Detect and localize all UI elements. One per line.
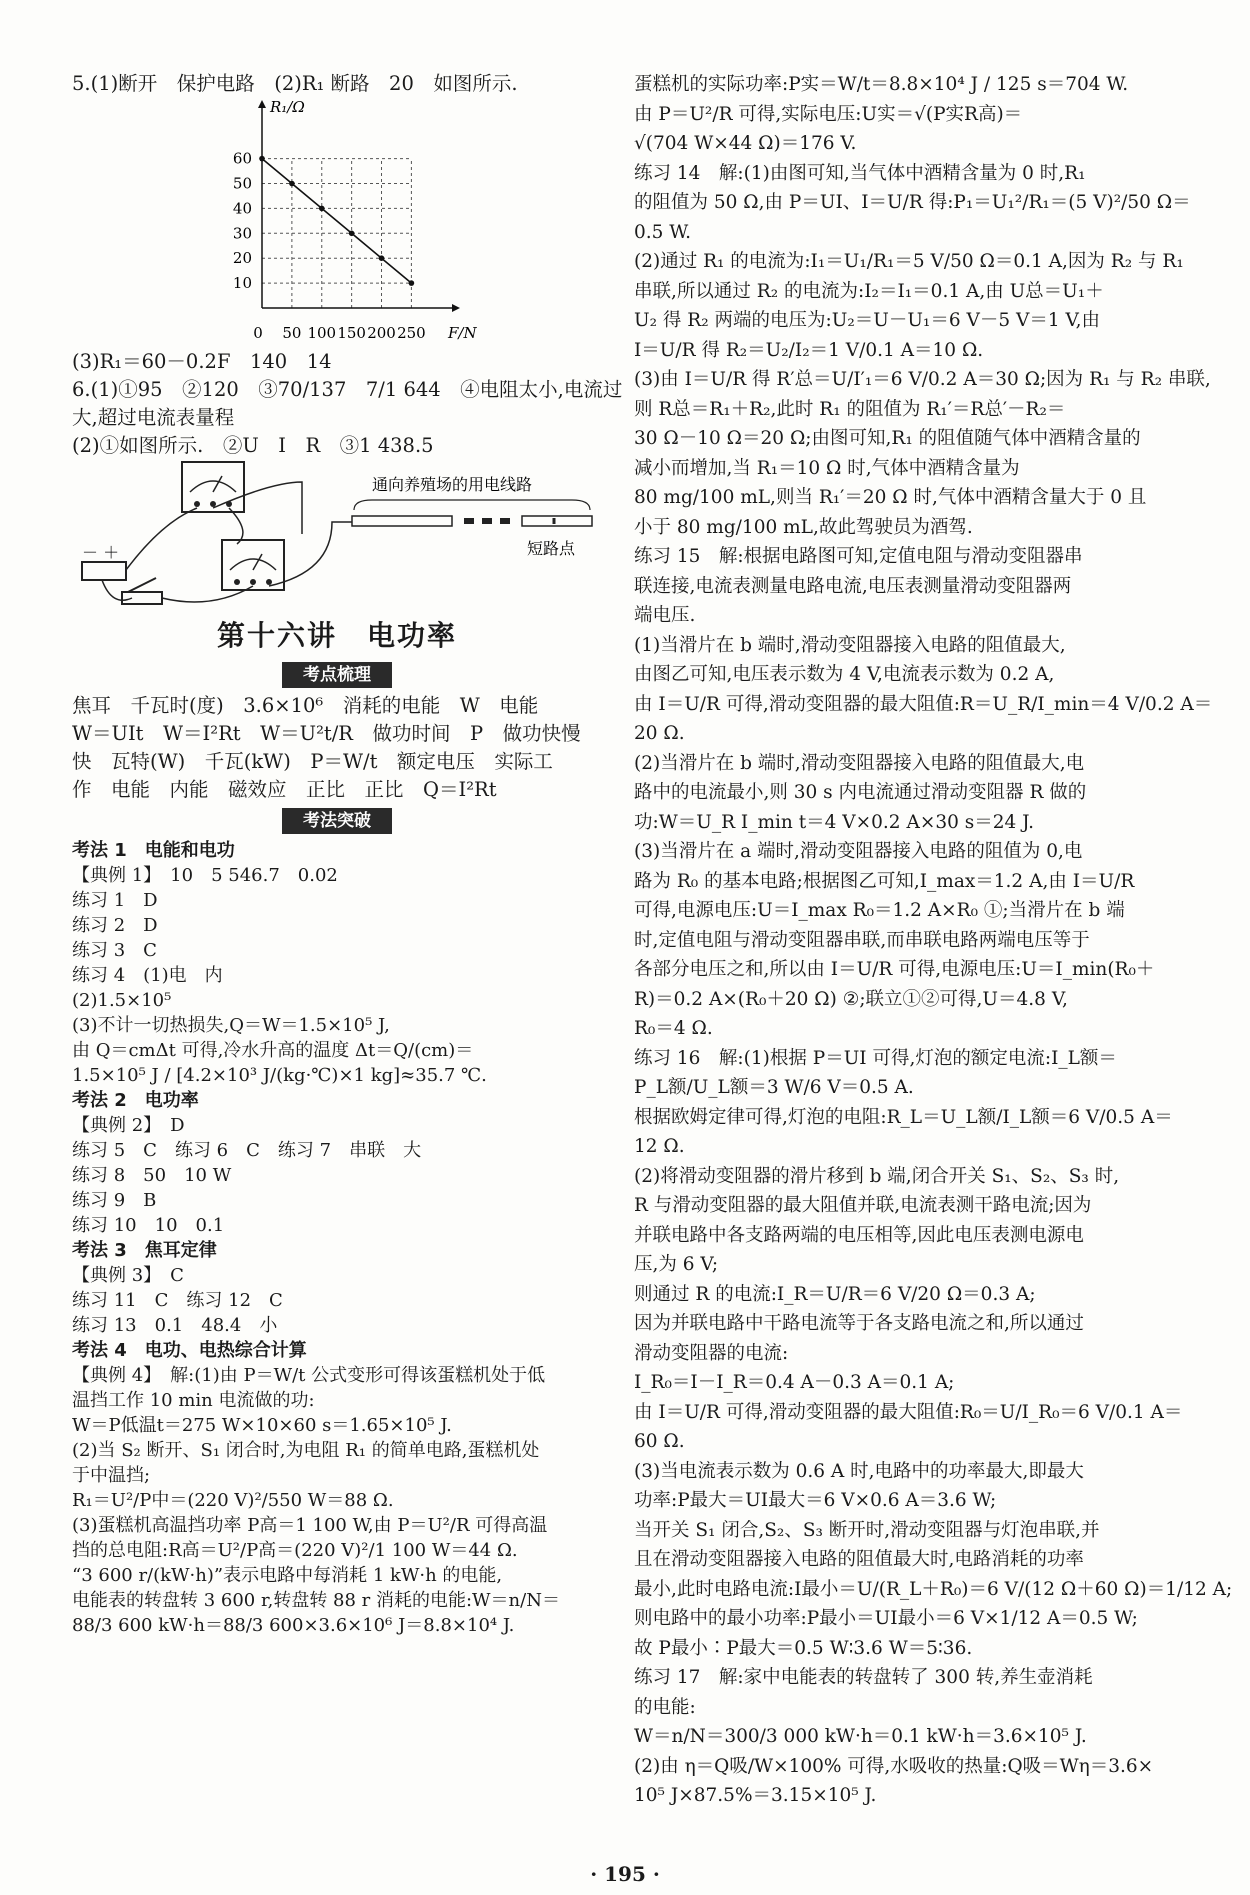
right-line: (3)当电流表示数为 0.6 A 时,电路中的功率最大,即最大 bbox=[634, 1460, 1084, 1482]
right-line: 0.5 W. bbox=[634, 221, 691, 243]
data-point bbox=[319, 206, 325, 212]
right-line: W＝n/N＝300/3 000 kW·h＝0.1 kW·h＝3.6×10⁵ J. bbox=[634, 1726, 1087, 1747]
summary-line-3: 快 瓦特(W) 千瓦(kW) P＝W/t 额定电压 实际工 bbox=[72, 750, 553, 773]
right-line: R 与滑动变阻器的最大阻值并联,电流表测干路电流;因为 bbox=[634, 1195, 1092, 1216]
right-line: 可得,电源电压:U＝I_max R₀＝1.2 A×R₀ ①;当滑片在 b 端 bbox=[634, 900, 1125, 921]
right-line: 因为并联电路中干路电流等于各支路电流之和,所以通过 bbox=[634, 1313, 1084, 1334]
data-point bbox=[259, 156, 265, 162]
method-line: (2)1.5×10⁵ bbox=[72, 990, 172, 1011]
summary-line-4: 作 电能 内能 磁效应 正比 正比 Q＝I²Rt bbox=[72, 778, 497, 801]
right-line: 的阻值为 50 Ω,由 P＝UI、I＝U/R 得:P₁＝U₁²/R₁＝(5 V)²/50 Ω＝ bbox=[634, 192, 1191, 213]
y-tick-label: 10 bbox=[232, 274, 252, 293]
method-line: 【典例 4】 解:(1)由 P＝W/t 公式变形可得该蛋糕机处于低 bbox=[72, 1365, 546, 1386]
right-line: 20 Ω. bbox=[634, 723, 685, 744]
right-line: 80 mg/100 mL,则当 R₁′＝20 Ω 时,气体中酒精含量大于 0 且 bbox=[634, 487, 1147, 508]
lecture-title: 第十六讲 电功率 bbox=[216, 619, 457, 652]
method-line: 88/3 600 kW·h＝88/3 600×3.6×10⁶ J＝8.8×10⁴ J. bbox=[72, 1615, 515, 1636]
method-line: 考法 2 电功率 bbox=[72, 1090, 199, 1111]
x-tick-label: 200 bbox=[367, 324, 396, 342]
right-line: 路中的电流最小,则 30 s 内电流通过滑动变阻器 R 做的 bbox=[634, 782, 1087, 803]
y-tick-label: 60 bbox=[232, 149, 252, 168]
right-line: 则 R总＝R₁＋R₂,此时 R₁ 的阻值为 R₁′＝R总′－R₂＝ bbox=[634, 398, 1066, 420]
resistance-force-chart bbox=[222, 98, 477, 348]
method-line: 于中温挡; bbox=[72, 1465, 151, 1486]
right-line: 练习 14 解:(1)由图可知,当气体中酒精含量为 0 时,R₁ bbox=[634, 162, 1086, 184]
method-line: 练习 13 0.1 48.4 小 bbox=[72, 1315, 278, 1336]
right-line: 则通过 R 的电流:I_R＝U/R＝6 V/20 Ω＝0.3 A; bbox=[634, 1283, 1036, 1305]
right-line: (1)当滑片在 b 端时,滑动变阻器接入电路的阻值最大, bbox=[634, 634, 1066, 656]
right-line: 12 Ω. bbox=[634, 1136, 685, 1157]
right-line: (3)由 I＝U/R 得 R′总＝U/I′₁＝6 V/0.2 A＝30 Ω;因为 R₁ 与 R₂ 串联, bbox=[634, 369, 1211, 390]
right-line: 时,定值电阻与滑动变阻器串联,而串联电路两端电压等于 bbox=[634, 929, 1090, 951]
right-line: 由图乙可知,电压表示数为 4 V,电流表示数为 0.2 A, bbox=[634, 664, 1055, 685]
method-line: 1.5×10⁵ J / [4.2×10³ J/(kg·℃)×1 kg]≈35.7 ℃. bbox=[72, 1065, 487, 1086]
right-line: 功:W＝U_R I_min t＝4 V×0.2 A×30 s＝24 J. bbox=[634, 811, 1035, 833]
y-tick-label: 20 bbox=[232, 249, 252, 268]
right-line: (2)通过 R₁ 的电流为:I₁＝U₁/R₁＝5 V/50 Ω＝0.1 A,因为 R₂ 与 R₁ bbox=[634, 251, 1184, 272]
right-line: 由 I＝U/R 可得,滑动变阻器的最大阻值:R₀＝U/I_R₀＝6 V/0.1 A＝ bbox=[634, 1401, 1183, 1423]
right-line: 的电能: bbox=[634, 1696, 696, 1718]
right-line: √(704 W×44 Ω)＝176 V. bbox=[634, 133, 857, 154]
right-line: 60 Ω. bbox=[634, 1431, 685, 1452]
right-line: 练习 15 解:根据电路图可知,定值电阻与滑动变阻器串 bbox=[634, 546, 1083, 567]
right-line: (3)当滑片在 a 端时,滑动变阻器接入电路的阻值为 0,电 bbox=[634, 841, 1083, 862]
method-line: 练习 5 C 练习 6 C 练习 7 串联 大 bbox=[72, 1140, 422, 1161]
right-line: 功率:P最大＝UI最大＝6 V×0.6 A＝3.6 W; bbox=[634, 1490, 997, 1511]
right-line: 由 P＝U²/R 可得,实际电压:U实＝√(P实R高)＝ bbox=[634, 103, 1023, 125]
right-line: 当开关 S₁ 闭合,S₂、S₃ 断开时,滑动变阻器与灯泡串联,并 bbox=[634, 1519, 1100, 1541]
x-tick-label: 250 bbox=[397, 324, 426, 342]
right-line: 端电压. bbox=[634, 605, 696, 626]
right-line: 最小,此时电路电流:I最小＝U/(R_L＋R₀)＝6 V/(12 Ω＋60 Ω)＝1/12 A; bbox=[634, 1578, 1233, 1600]
method-line: R₁＝U²/P中＝(220 V)²/550 W＝88 Ω. bbox=[72, 1490, 394, 1511]
method-line: 练习 11 C 练习 12 C bbox=[72, 1290, 283, 1311]
q5-answer: 5.(1)断开 保护电路 (2)R₁ 断路 20 如图所示. bbox=[72, 72, 518, 95]
right-line: 压,为 6 V; bbox=[634, 1254, 719, 1275]
right-line: 蛋糕机的实际功率:P实＝W/t＝8.8×10⁴ J / 125 s＝704 W. bbox=[634, 74, 1129, 95]
method-line: 考法 3 焦耳定律 bbox=[72, 1240, 217, 1261]
right-line: 故 P最小∶P最大＝0.5 W∶3.6 W＝5∶36. bbox=[634, 1637, 973, 1659]
section-banner-1: 考点梳理 bbox=[282, 662, 392, 688]
left-column bbox=[72, 70, 623, 1638]
section-banner-2: 考法突破 bbox=[282, 808, 392, 834]
data-point bbox=[409, 280, 415, 286]
method-list bbox=[72, 838, 602, 1638]
method-line: 电能表的转盘转 3 600 r,转盘转 88 r 消耗的电能:W＝n/N＝ bbox=[72, 1590, 560, 1611]
right-line: 滑动变阻器的电流: bbox=[634, 1342, 789, 1364]
right-line: (2)将滑动变阻器的滑片移到 b 端,闭合开关 S₁、S₂、S₃ 时, bbox=[634, 1165, 1120, 1187]
right-line: 并联电路中各支路两端的电压相等,因此电压表测电源电 bbox=[634, 1224, 1084, 1246]
right-line: P_L额/U_L额＝3 W/6 V＝0.5 A. bbox=[634, 1077, 914, 1098]
method-line: (3)蛋糕机高温挡功率 P高＝1 100 W,由 P＝U²/R 可得高温 bbox=[72, 1515, 548, 1536]
y-axis-arrow bbox=[258, 100, 266, 108]
method-line: 由 Q＝cmΔt 可得,冷水升高的温度 Δt＝Q/(cm)＝ bbox=[72, 1040, 474, 1061]
q6-line-1: 6.(1)①95 ②120 ③70/137 7/1 644 ④电阻太小,电流过 bbox=[72, 378, 623, 401]
right-line: I_R₀＝I－I_R＝0.4 A－0.3 A＝0.1 A; bbox=[634, 1372, 955, 1393]
y-axis-label: R₁/Ω bbox=[270, 98, 305, 116]
data-point bbox=[289, 181, 295, 187]
right-line: 则电路中的最小功率:P最小＝UI最小＝6 V×1/12 A＝0.5 W; bbox=[634, 1608, 1138, 1629]
svg-text:－ ＋: － ＋ bbox=[82, 543, 120, 562]
q5-part3: (3)R₁＝60－0.2F 140 14 bbox=[72, 350, 332, 373]
method-line: W＝P低温t＝275 W×10×60 s＝1.65×10⁵ J. bbox=[72, 1415, 452, 1436]
q6-line-3: (2)①如图所示. ②U I R ③1 438.5 bbox=[72, 434, 434, 457]
method-line: (2)当 S₂ 断开、S₁ 闭合时,为电阻 R₁ 的简单电路,蛋糕机处 bbox=[72, 1440, 540, 1461]
right-line: 30 Ω－10 Ω＝20 Ω;由图可知,R₁ 的阻值随气体中酒精含量的 bbox=[634, 428, 1141, 449]
right-line: 练习 16 解:(1)根据 P＝UI 可得,灯泡的额定电流:I_L额＝ bbox=[634, 1047, 1117, 1069]
right-line: 根据欧姆定律可得,灯泡的电阻:R_L＝U_L额/I_L额＝6 V/0.5 A＝ bbox=[634, 1106, 1173, 1128]
right-line: (2)由 η＝Q吸/W×100% 可得,水吸收的热量:Q吸＝Wη＝3.6× bbox=[634, 1755, 1154, 1777]
x-tick-label: 150 bbox=[337, 324, 366, 342]
right-line: 10⁵ J×87.5%＝3.15×10⁵ J. bbox=[634, 1785, 877, 1806]
method-line: 练习 1 D bbox=[72, 890, 158, 911]
y-tick-label: 40 bbox=[232, 199, 252, 218]
right-line: (2)当滑片在 b 端时,滑动变阻器接入电路的阻值最大,电 bbox=[634, 752, 1085, 774]
method-line: 温挡工作 10 min 电流做的功: bbox=[72, 1390, 315, 1411]
method-line: 练习 10 10 0.1 bbox=[72, 1215, 225, 1236]
right-line: 串联,所以通过 R₂ 的电流为:I₂＝I₁＝0.1 A,由 U总＝U₁＋ bbox=[634, 280, 1104, 302]
right-line: 且在滑动变阻器接入电路的阻值最大时,电路消耗的功率 bbox=[634, 1549, 1084, 1570]
right-line: 小于 80 mg/100 mL,故此驾驶员为酒驾. bbox=[634, 516, 973, 538]
summary-line-1: 焦耳 千瓦时(度) 3.6×10⁶ 消耗的电能 W 电能 bbox=[72, 694, 539, 717]
method-line: “3 600 r/(kW·h)”表示电路中每消耗 1 kW·h 的电能, bbox=[72, 1565, 503, 1586]
y-tick-label: 30 bbox=[232, 224, 252, 243]
method-line: 【典例 1】 10 5 546.7 0.02 bbox=[72, 865, 338, 886]
right-line: 各部分电压之和,所以由 I＝U/R 可得,电源电压:U＝I_min(R₀＋ bbox=[634, 959, 1155, 980]
right-line: 路为 R₀ 的基本电路;根据图乙可知,I_max＝1.2 A,由 I＝U/R bbox=[634, 870, 1135, 892]
x-axis-arrow bbox=[452, 304, 460, 312]
right-line: U₂ 得 R₂ 两端的电压为:U₂＝U－U₁＝6 V－5 V＝1 V,由 bbox=[634, 310, 1101, 331]
y-tick-label: 50 bbox=[232, 174, 252, 193]
method-line: 练习 8 50 10 W bbox=[72, 1165, 232, 1186]
x-axis-label: F/N bbox=[448, 324, 477, 342]
x-tick-label: 100 bbox=[307, 324, 337, 342]
method-line: 【典例 3】 C bbox=[72, 1265, 184, 1286]
page-number: · 195 · bbox=[590, 1862, 660, 1886]
method-line: 考法 1 电能和电功 bbox=[72, 840, 235, 861]
right-line: 联连接,电流表测量电路电流,电压表测量滑动变阻器两 bbox=[634, 575, 1072, 597]
right-line: 练习 17 解:家中电能表的转盘转了 300 转,养生壶消耗 bbox=[634, 1667, 1093, 1688]
x-tick-label: 0 bbox=[253, 324, 263, 342]
q6-line-2: 大,超过电流表量程 bbox=[72, 406, 235, 429]
chart-svg bbox=[222, 98, 477, 348]
right-column bbox=[634, 70, 1233, 1811]
right-line: R₀＝4 Ω. bbox=[634, 1018, 713, 1039]
right-line: 减小而增加,当 R₁＝10 Ω 时,气体中酒精含量为 bbox=[634, 457, 1020, 479]
circuit-svg bbox=[72, 462, 602, 612]
circuit-diagram bbox=[72, 462, 602, 612]
circuit-label-top: 通向养殖场的用电线路 bbox=[372, 475, 533, 494]
data-line bbox=[262, 159, 411, 284]
method-line: 练习 2 D bbox=[72, 915, 158, 936]
right-line: R)＝0.2 A×(R₀＋20 Ω) ②;联立①②可得,U＝4.8 V, bbox=[634, 988, 1068, 1010]
right-line: 由 I＝U/R 可得,滑动变阻器的最大阻值:R＝U_R/I_min＝4 V/0.2 A＝ bbox=[634, 693, 1213, 715]
method-line: (3)不计一切热损失,Q＝W＝1.5×10⁵ J, bbox=[72, 1015, 390, 1036]
method-line: 练习 9 B bbox=[72, 1190, 157, 1211]
right-line: I＝U/R 得 R₂＝U₂/I₂＝1 V/0.1 A＝10 Ω. bbox=[634, 339, 984, 361]
circuit-label-short: 短路点 bbox=[527, 539, 576, 558]
summary-line-2: W＝UIt W＝I²Rt W＝U²t/R 做功时间 P 做功快慢 bbox=[72, 722, 581, 745]
method-line: 【典例 2】 D bbox=[72, 1115, 185, 1136]
data-point bbox=[349, 231, 355, 237]
method-line: 练习 4 (1)电 内 bbox=[72, 965, 223, 986]
method-line: 挡的总电阻:R高＝U²/P高＝(220 V)²/1 100 W＝44 Ω. bbox=[72, 1540, 518, 1561]
x-tick-label: 50 bbox=[282, 324, 302, 342]
data-point bbox=[379, 255, 385, 261]
method-line: 练习 3 C bbox=[72, 940, 157, 961]
method-line: 考法 4 电功、电热综合计算 bbox=[72, 1340, 307, 1361]
